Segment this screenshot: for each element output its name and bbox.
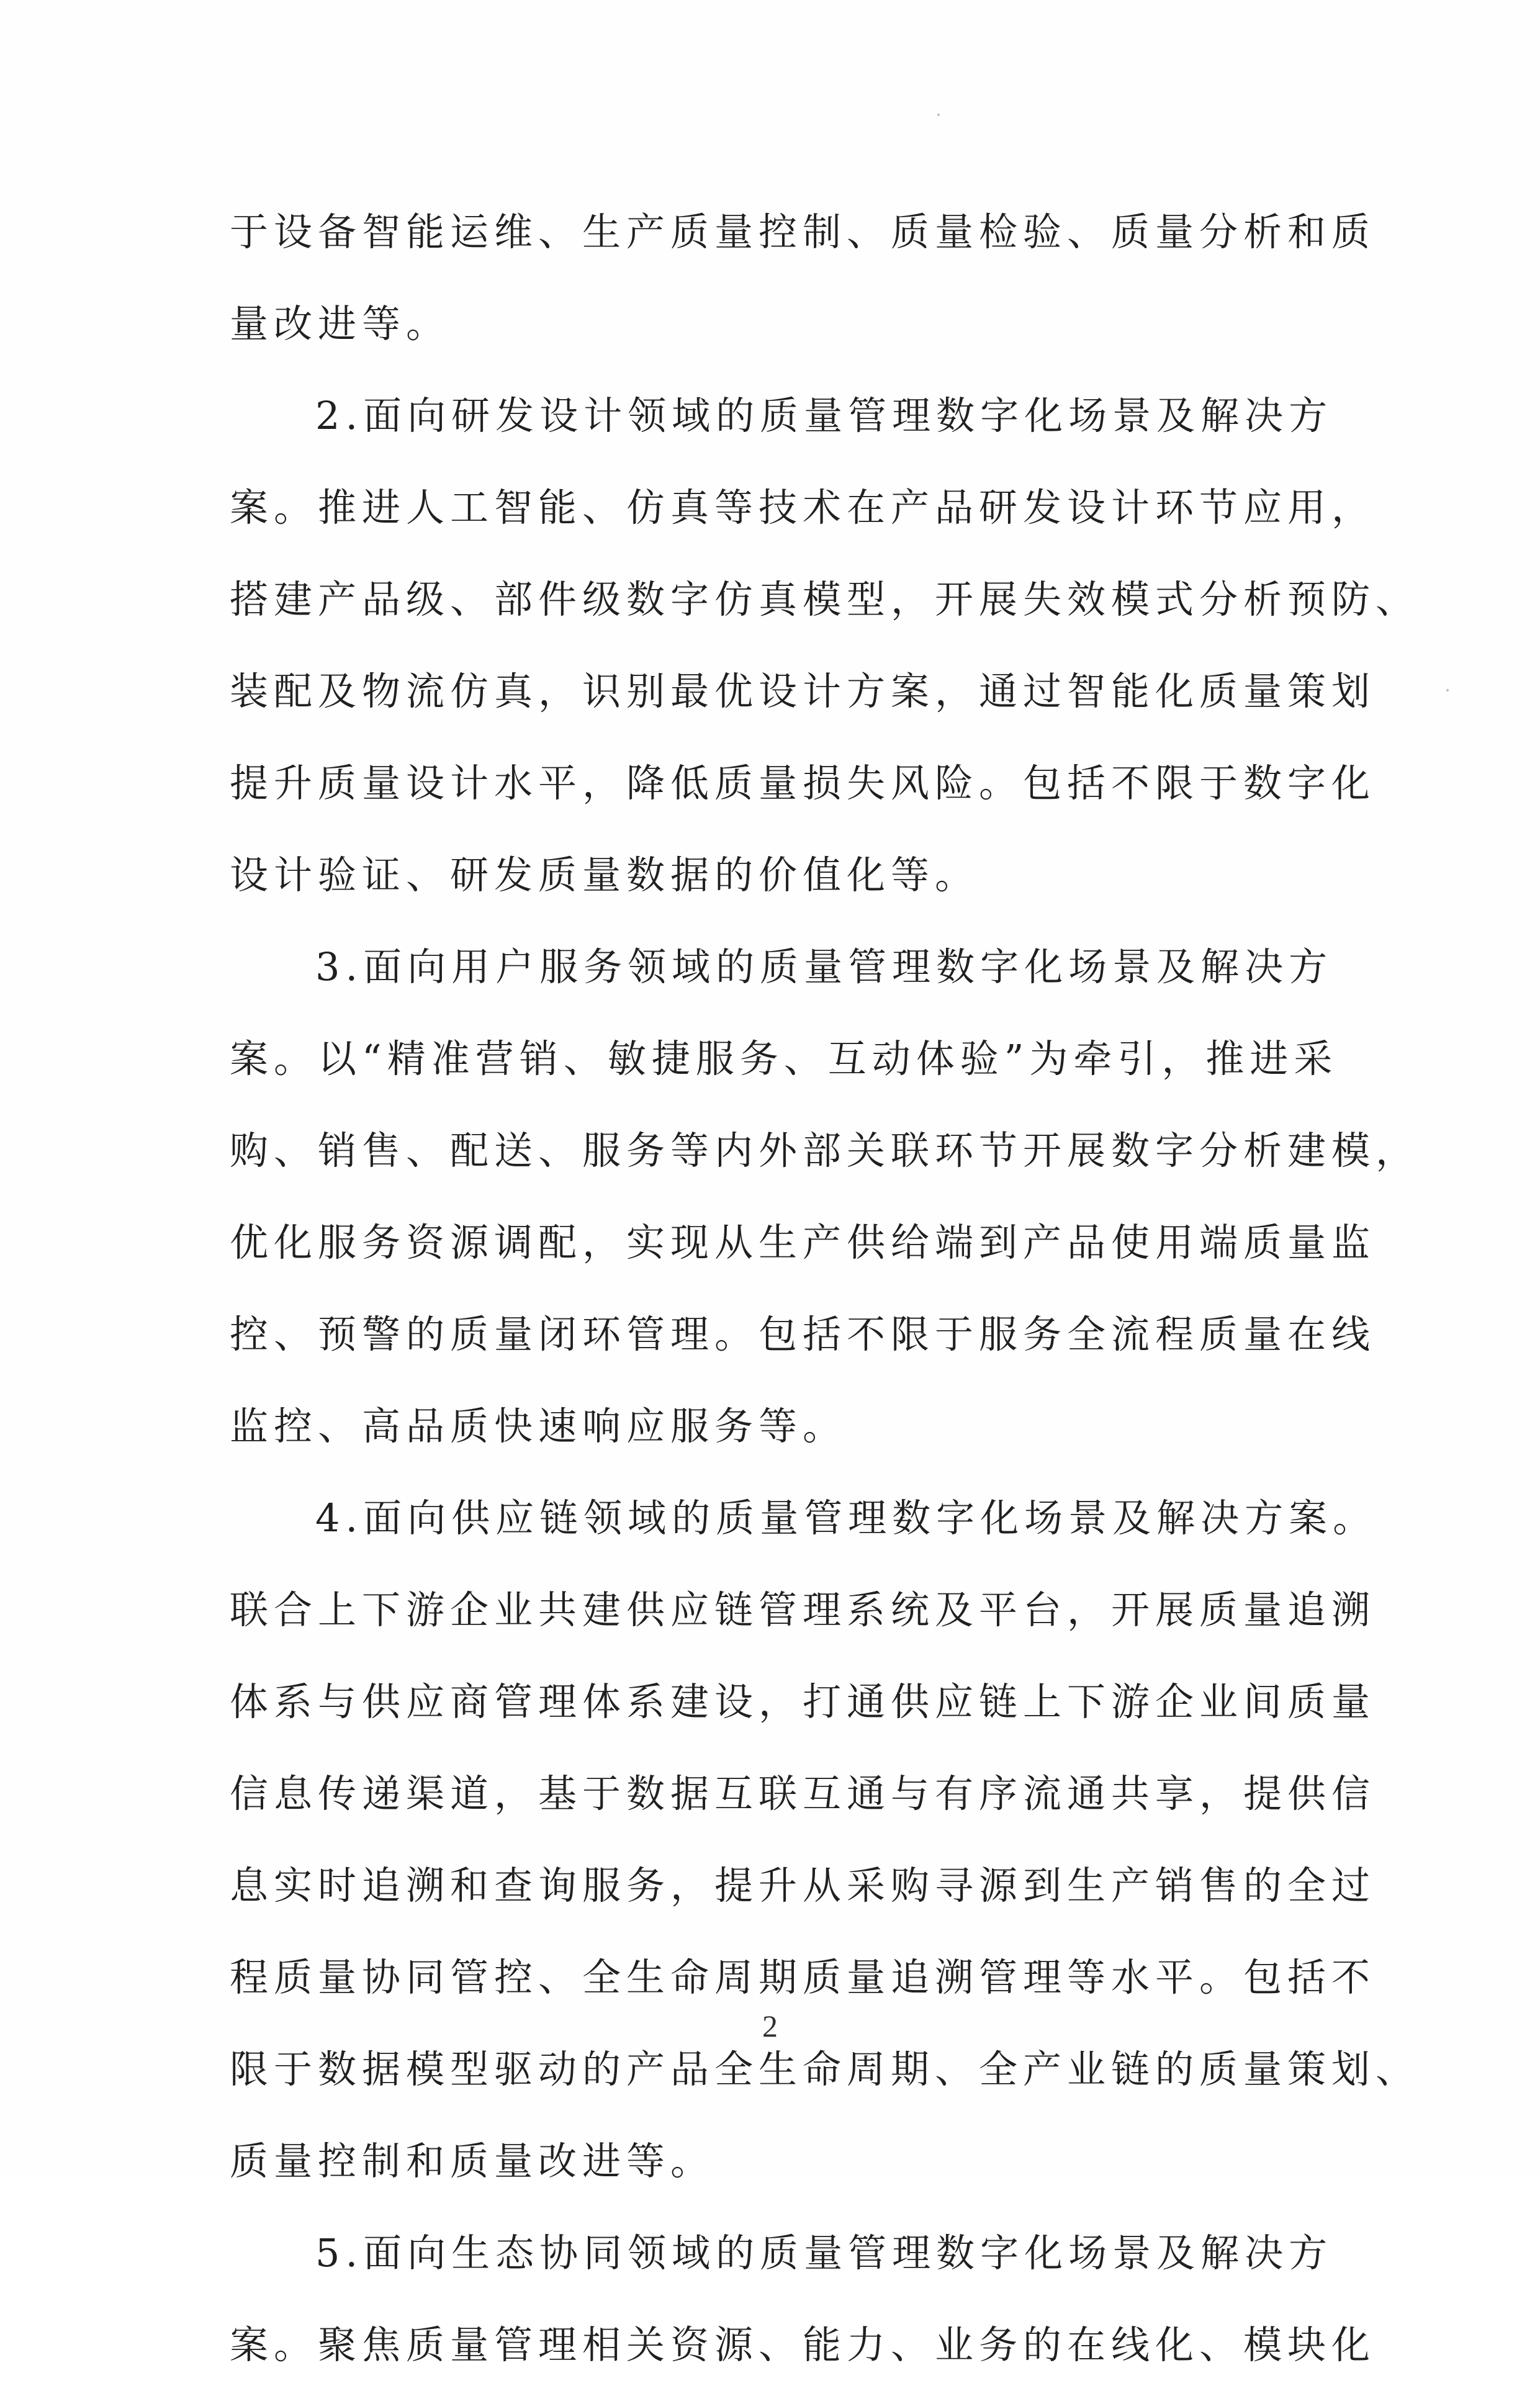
- scan-speck: [937, 114, 940, 116]
- text-line: 购、销售、配送、服务等内外部关联环节开展数字分析建模，: [230, 1128, 1420, 1173]
- text-line: 3.面向用户服务领域的质量管理数字化场景及解决方: [315, 944, 1333, 989]
- text-line: 控、预警的质量闭环管理。包括不限于服务全流程质量在线: [230, 1312, 1376, 1357]
- body-text: [230, 186, 1420, 2391]
- text-line: 优化服务资源调配，实现从生产供给端到产品使用端质量监: [230, 1220, 1376, 1265]
- text-line: 装配及物流仿真，识别最优设计方案，通过智能化质量策划: [230, 669, 1376, 714]
- text-line: 设计验证、研发质量数据的价值化等。: [230, 852, 979, 898]
- text-line: 量改进等。: [230, 301, 451, 346]
- text-line: 联合上下游企业共建供应链管理系统及平台，开展质量追溯: [230, 1587, 1376, 1632]
- text-line: 息实时追溯和查询服务，提升从采购寻源到生产销售的全过: [230, 1863, 1376, 1908]
- text-line: 限于数据模型驱动的产品全生命周期、全产业链的质量策划、: [230, 2047, 1420, 2092]
- text-line: 4.面向供应链领域的质量管理数字化场景及解决方案。: [315, 1495, 1377, 1541]
- text-line: 监控、高品质快速响应服务等。: [230, 1403, 847, 1449]
- text-line: 提升质量设计水平，降低质量损失风险。包括不限于数字化: [230, 760, 1376, 806]
- text-line: 搭建产品级、部件级数字仿真模型，开展失效模式分析预防、: [230, 577, 1420, 622]
- paragraph-supply-chain: [230, 1472, 1420, 2207]
- paragraph-ecosystem: [230, 2207, 1376, 2391]
- text-line: 于设备智能运维、生产质量控制、质量检验、质量分析和质: [230, 209, 1376, 254]
- paragraph-continuation: [230, 186, 1376, 370]
- text-line: 体系与供应商管理体系建设，打通供应链上下游企业间质量: [230, 1679, 1376, 1724]
- text-line: 质量控制和质量改进等。: [230, 2138, 715, 2184]
- paragraph-user-service: [230, 921, 1420, 1472]
- text-line: 案。聚焦质量管理相关资源、能力、业务的在线化、模块化: [230, 2322, 1376, 2367]
- text-line: 案。以“精准营销、敏捷服务、互动体验”为牵引，推进采: [230, 1036, 1338, 1081]
- text-line: 信息传递渠道，基于数据互联互通与有序流通共享，提供信: [230, 1771, 1376, 1816]
- text-line: 程质量协同管控、全生命周期质量追溯管理等水平。包括不: [230, 1955, 1376, 2000]
- page-number: 2: [762, 2009, 778, 2043]
- scan-speck: [1446, 689, 1449, 691]
- text-line: 5.面向生态协同领域的质量管理数字化场景及解决方: [315, 2230, 1333, 2276]
- text-line: 案。推进人工智能、仿真等技术在产品研发设计环节应用，: [230, 485, 1376, 530]
- paragraph-rnd-design: [230, 370, 1420, 921]
- text-line: 2.面向研发设计领域的质量管理数字化场景及解决方: [315, 393, 1333, 438]
